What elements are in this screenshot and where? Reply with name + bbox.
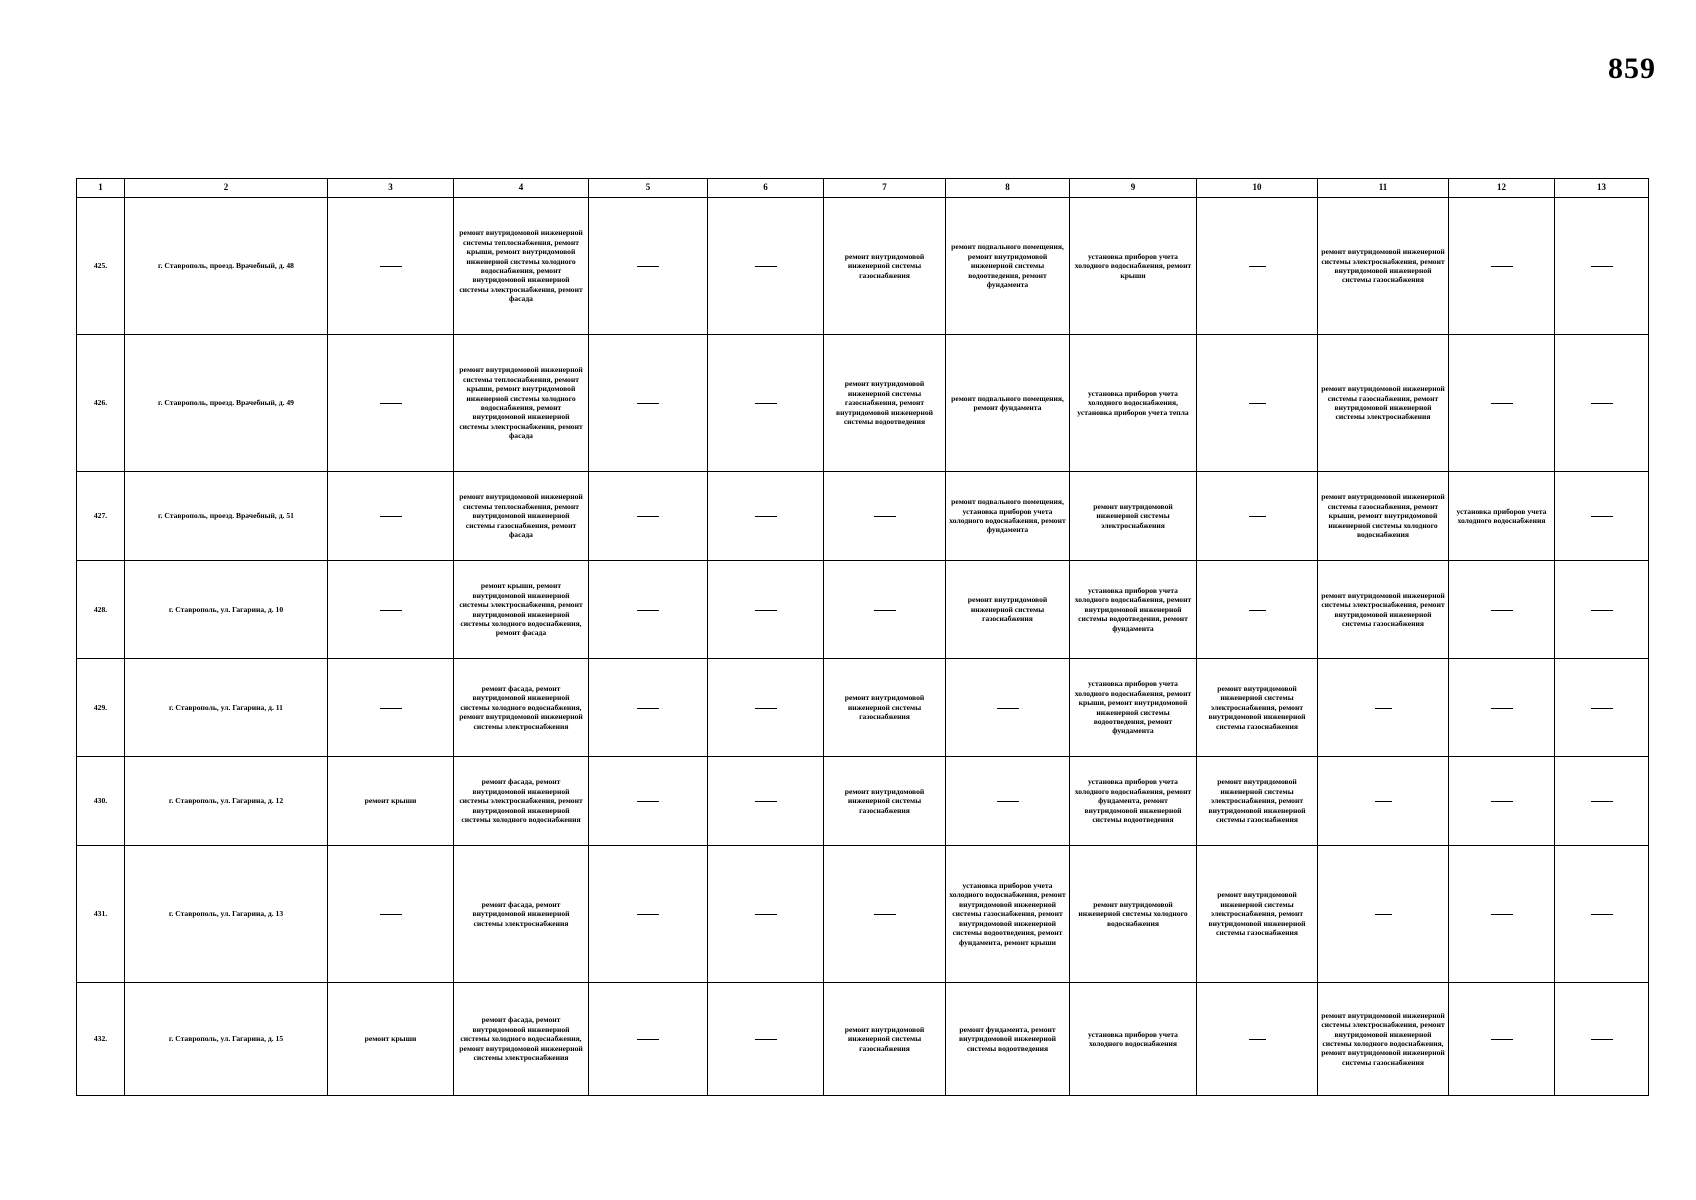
dash-mark bbox=[1491, 801, 1513, 802]
dash-mark bbox=[1249, 610, 1266, 611]
empty-dash-cell bbox=[708, 983, 824, 1096]
table-row bbox=[77, 659, 1649, 757]
empty-dash-cell bbox=[1197, 198, 1318, 335]
work-type-cell: ремонт внутридомовой инженерной системы электроснабжения bbox=[1070, 472, 1197, 561]
work-type-cell: ремонт фасада, ремонт внутридомовой инженерной системы электроснабжения, ремонт внутридомовой инженерной системы холодного водоснабжения bbox=[454, 757, 589, 846]
dash-mark bbox=[380, 403, 402, 404]
empty-dash-cell bbox=[589, 198, 708, 335]
dash-mark bbox=[1491, 266, 1513, 267]
dash-mark bbox=[637, 708, 659, 709]
address-cell: г. Ставрополь, проезд. Врачебный, д. 48 bbox=[125, 198, 328, 335]
dash-mark bbox=[637, 801, 659, 802]
empty-dash-cell bbox=[589, 659, 708, 757]
empty-dash-cell bbox=[1449, 335, 1555, 472]
dash-mark bbox=[637, 610, 659, 611]
dash-mark bbox=[380, 610, 402, 611]
column-header: 10 bbox=[1197, 179, 1318, 198]
empty-dash-cell bbox=[708, 659, 824, 757]
empty-dash-cell bbox=[1449, 198, 1555, 335]
column-header: 4 bbox=[454, 179, 589, 198]
empty-dash-cell bbox=[1197, 472, 1318, 561]
empty-dash-cell bbox=[1318, 659, 1449, 757]
empty-dash-cell bbox=[1555, 846, 1649, 983]
work-type-cell: ремонт фасада, ремонт внутридомовой инженерной системы электроснабжения bbox=[454, 846, 589, 983]
dash-mark bbox=[755, 1039, 777, 1040]
dash-mark bbox=[1591, 801, 1613, 802]
work-type-cell: установка приборов учета холодного водоснабжения, ремонт внутридомовой инженерной системы газоснабжения, ремонт внутридомовой инженерной системы водоотведения, ремонт фундамента, ремонт крыши bbox=[946, 846, 1070, 983]
dash-mark bbox=[755, 610, 777, 611]
empty-dash-cell bbox=[589, 472, 708, 561]
empty-dash-cell bbox=[589, 757, 708, 846]
table-row bbox=[77, 335, 1649, 472]
work-type-cell: ремонт внутридомовой инженерной системы электроснабжения, ремонт внутридомовой инженерной системы холодного водоснабжения, ремонт внутридомовой инженерной системы газоснабжения bbox=[1318, 983, 1449, 1096]
dash-mark bbox=[637, 1039, 659, 1040]
dash-mark bbox=[1375, 914, 1392, 915]
dash-mark bbox=[997, 708, 1019, 709]
work-type-cell: установка приборов учета холодного водоснабжения, ремонт фундамента, ремонт внутридомовой инженерной системы водоотведения bbox=[1070, 757, 1197, 846]
dash-mark bbox=[1249, 516, 1266, 517]
table-row bbox=[77, 198, 1649, 335]
dash-mark bbox=[1591, 708, 1613, 709]
dash-mark bbox=[1591, 914, 1613, 915]
empty-dash-cell bbox=[1555, 472, 1649, 561]
dash-mark bbox=[1491, 914, 1513, 915]
empty-dash-cell bbox=[708, 472, 824, 561]
empty-dash-cell bbox=[328, 846, 454, 983]
dash-mark bbox=[380, 708, 402, 709]
dash-mark bbox=[380, 914, 402, 915]
address-cell: г. Ставрополь, ул. Гагарина, д. 13 bbox=[125, 846, 328, 983]
column-number-header-row bbox=[77, 179, 1649, 198]
work-type-cell: ремонт внутридомовой инженерной системы теплоснабжения, ремонт внутридомовой инженерной системы газоснабжения, ремонт фасада bbox=[454, 472, 589, 561]
work-type-cell: установка приборов учета холодного водоснабжения bbox=[1449, 472, 1555, 561]
dash-mark bbox=[755, 403, 777, 404]
empty-dash-cell bbox=[1555, 335, 1649, 472]
work-type-cell: ремонт внутридомовой инженерной системы газоснабжения, ремонт внутридомовой инженерной системы водоотведения bbox=[824, 335, 946, 472]
dash-mark bbox=[1491, 610, 1513, 611]
empty-dash-cell bbox=[946, 757, 1070, 846]
column-header: 9 bbox=[1070, 179, 1197, 198]
empty-dash-cell bbox=[708, 335, 824, 472]
empty-dash-cell bbox=[1197, 983, 1318, 1096]
table-row bbox=[77, 757, 1649, 846]
column-header: 6 bbox=[708, 179, 824, 198]
work-type-cell: установка приборов учета холодного водоснабжения, установка приборов учета тепла bbox=[1070, 335, 1197, 472]
work-type-cell: установка приборов учета холодного водоснабжения, ремонт крыши, ремонт внутридомовой инженерной системы водоотведения, ремонт фундамента bbox=[1070, 659, 1197, 757]
work-type-cell: ремонт внутридомовой инженерной системы электроснабжения, ремонт внутридомовой инженерной системы газоснабжения bbox=[1318, 561, 1449, 659]
work-type-cell: ремонт внутридомовой инженерной системы газоснабжения, ремонт крыши, ремонт внутридомовой инженерной системы холодного водоснабжения bbox=[1318, 472, 1449, 561]
table-row bbox=[77, 561, 1649, 659]
row-number-cell: 425. bbox=[77, 198, 125, 335]
empty-dash-cell bbox=[708, 757, 824, 846]
dash-mark bbox=[1375, 801, 1392, 802]
row-number-cell: 426. bbox=[77, 335, 125, 472]
dash-mark bbox=[755, 266, 777, 267]
work-type-cell: ремонт крыши, ремонт внутридомовой инженерной системы электроснабжения, ремонт внутридомовой инженерной системы холодного водоснабжения, ремонт фасада bbox=[454, 561, 589, 659]
work-type-cell: ремонт крыши bbox=[328, 757, 454, 846]
empty-dash-cell bbox=[708, 198, 824, 335]
address-cell: г. Ставрополь, ул. Гагарина, д. 12 bbox=[125, 757, 328, 846]
address-cell: г. Ставрополь, ул. Гагарина, д. 15 bbox=[125, 983, 328, 1096]
empty-dash-cell bbox=[1555, 198, 1649, 335]
dash-mark bbox=[637, 266, 659, 267]
row-number-cell: 429. bbox=[77, 659, 125, 757]
work-type-cell: ремонт подвального помещения, установка приборов учета холодного водоснабжения, ремонт фундамента bbox=[946, 472, 1070, 561]
work-type-cell: ремонт подвального помещения, ремонт внутридомовой инженерной системы водоотведения, ремонт фундамента bbox=[946, 198, 1070, 335]
empty-dash-cell bbox=[708, 846, 824, 983]
column-header: 12 bbox=[1449, 179, 1555, 198]
empty-dash-cell bbox=[589, 983, 708, 1096]
column-header: 1 bbox=[77, 179, 125, 198]
dash-mark bbox=[1591, 266, 1613, 267]
column-header: 5 bbox=[589, 179, 708, 198]
empty-dash-cell bbox=[824, 846, 946, 983]
dash-mark bbox=[874, 516, 896, 517]
dash-mark bbox=[380, 266, 402, 267]
empty-dash-cell bbox=[328, 472, 454, 561]
dash-mark bbox=[874, 914, 896, 915]
dash-mark bbox=[1249, 266, 1266, 267]
empty-dash-cell bbox=[589, 561, 708, 659]
dash-mark bbox=[1591, 1039, 1613, 1040]
work-type-cell: ремонт внутридомовой инженерной системы газоснабжения bbox=[824, 198, 946, 335]
table-row bbox=[77, 846, 1649, 983]
dash-mark bbox=[637, 403, 659, 404]
row-number-cell: 432. bbox=[77, 983, 125, 1096]
row-number-cell: 428. bbox=[77, 561, 125, 659]
work-type-cell: ремонт внутридомовой инженерной системы электроснабжения, ремонт внутридомовой инженерной системы газоснабжения bbox=[1197, 757, 1318, 846]
empty-dash-cell bbox=[328, 335, 454, 472]
work-type-cell: установка приборов учета холодного водоснабжения, ремонт крыши bbox=[1070, 198, 1197, 335]
column-header: 11 bbox=[1318, 179, 1449, 198]
empty-dash-cell bbox=[824, 472, 946, 561]
work-type-cell: ремонт крыши bbox=[328, 983, 454, 1096]
dash-mark bbox=[1591, 403, 1613, 404]
address-cell: г. Ставрополь, ул. Гагарина, д. 10 bbox=[125, 561, 328, 659]
dash-mark bbox=[997, 801, 1019, 802]
dash-mark bbox=[1249, 403, 1266, 404]
work-type-cell: ремонт фасада, ремонт внутридомовой инженерной системы холодного водоснабжения, ремонт внутридомовой инженерной системы электроснабжения bbox=[454, 983, 589, 1096]
work-type-cell: ремонт внутридомовой инженерной системы газоснабжения bbox=[824, 659, 946, 757]
column-header: 13 bbox=[1555, 179, 1649, 198]
dash-mark bbox=[637, 914, 659, 915]
empty-dash-cell bbox=[1555, 659, 1649, 757]
empty-dash-cell bbox=[1318, 757, 1449, 846]
dash-mark bbox=[1591, 516, 1613, 517]
empty-dash-cell bbox=[328, 198, 454, 335]
column-header: 7 bbox=[824, 179, 946, 198]
dash-mark bbox=[1375, 708, 1392, 709]
empty-dash-cell bbox=[1449, 659, 1555, 757]
work-type-cell: ремонт внутридомовой инженерной системы теплоснабжения, ремонт крыши, ремонт внутридомовой инженерной системы холодного водоснабжения, ремонт внутридомовой инженерной системы электроснабжения, ремонт фасада bbox=[454, 198, 589, 335]
empty-dash-cell bbox=[1449, 561, 1555, 659]
empty-dash-cell bbox=[328, 561, 454, 659]
dash-mark bbox=[1591, 610, 1613, 611]
page-number: 859 bbox=[1608, 52, 1656, 85]
work-type-cell: установка приборов учета холодного водоснабжения, ремонт внутридомовой инженерной системы водоотведения, ремонт фундамента bbox=[1070, 561, 1197, 659]
row-number-cell: 431. bbox=[77, 846, 125, 983]
work-type-cell: ремонт внутридомовой инженерной системы газоснабжения bbox=[824, 757, 946, 846]
empty-dash-cell bbox=[1449, 757, 1555, 846]
address-cell: г. Ставрополь, проезд. Врачебный, д. 49 bbox=[125, 335, 328, 472]
empty-dash-cell bbox=[328, 659, 454, 757]
empty-dash-cell bbox=[1318, 846, 1449, 983]
address-cell: г. Ставрополь, ул. Гагарина, д. 11 bbox=[125, 659, 328, 757]
empty-dash-cell bbox=[824, 561, 946, 659]
dash-mark bbox=[1491, 1039, 1513, 1040]
row-number-cell: 427. bbox=[77, 472, 125, 561]
dash-mark bbox=[755, 914, 777, 915]
empty-dash-cell bbox=[1555, 983, 1649, 1096]
empty-dash-cell bbox=[1449, 846, 1555, 983]
empty-dash-cell bbox=[708, 561, 824, 659]
work-type-cell: ремонт внутридомовой инженерной системы холодного водоснабжения bbox=[1070, 846, 1197, 983]
empty-dash-cell bbox=[1449, 983, 1555, 1096]
work-type-cell: ремонт внутридомовой инженерной системы теплоснабжения, ремонт крыши, ремонт внутридомовой инженерной системы холодного водоснабжения, ремонт внутридомовой инженерной системы электроснабжения, ремонт фасада bbox=[454, 335, 589, 472]
dash-mark bbox=[874, 610, 896, 611]
empty-dash-cell bbox=[589, 846, 708, 983]
work-type-cell: ремонт подвального помещения, ремонт фундамента bbox=[946, 335, 1070, 472]
work-type-cell: ремонт фундамента, ремонт внутридомовой инженерной системы водоотведения bbox=[946, 983, 1070, 1096]
dash-mark bbox=[1491, 403, 1513, 404]
dash-mark bbox=[1491, 708, 1513, 709]
work-type-cell: установка приборов учета холодного водоснабжения bbox=[1070, 983, 1197, 1096]
column-header: 3 bbox=[328, 179, 454, 198]
empty-dash-cell bbox=[946, 659, 1070, 757]
dash-mark bbox=[637, 516, 659, 517]
empty-dash-cell bbox=[1555, 757, 1649, 846]
empty-dash-cell bbox=[1555, 561, 1649, 659]
work-type-cell: ремонт внутридомовой инженерной системы газоснабжения, ремонт внутридомовой инженерной системы электроснабжения bbox=[1318, 335, 1449, 472]
repair-schedule-table bbox=[76, 178, 1649, 1096]
work-type-cell: ремонт фасада, ремонт внутридомовой инженерной системы холодного водоснабжения, ремонт внутридомовой инженерной системы электроснабжения bbox=[454, 659, 589, 757]
dash-mark bbox=[755, 516, 777, 517]
dash-mark bbox=[1249, 1039, 1266, 1040]
address-cell: г. Ставрополь, проезд. Врачебный, д. 51 bbox=[125, 472, 328, 561]
dash-mark bbox=[755, 708, 777, 709]
dash-mark bbox=[755, 801, 777, 802]
table-row bbox=[77, 472, 1649, 561]
work-type-cell: ремонт внутридомовой инженерной системы газоснабжения bbox=[824, 983, 946, 1096]
dash-mark bbox=[380, 516, 402, 517]
empty-dash-cell bbox=[589, 335, 708, 472]
work-type-cell: ремонт внутридомовой инженерной системы электроснабжения, ремонт внутридомовой инженерной системы газоснабжения bbox=[1197, 846, 1318, 983]
row-number-cell: 430. bbox=[77, 757, 125, 846]
column-header: 8 bbox=[946, 179, 1070, 198]
table-body bbox=[77, 198, 1649, 1096]
column-header: 2 bbox=[125, 179, 328, 198]
table-row bbox=[77, 983, 1649, 1096]
empty-dash-cell bbox=[1197, 335, 1318, 472]
work-type-cell: ремонт внутридомовой инженерной системы электроснабжения, ремонт внутридомовой инженерной системы газоснабжения bbox=[1197, 659, 1318, 757]
work-type-cell: ремонт внутридомовой инженерной системы электроснабжения, ремонт внутридомовой инженерной системы газоснабжения bbox=[1318, 198, 1449, 335]
work-type-cell: ремонт внутридомовой инженерной системы газоснабжения bbox=[946, 561, 1070, 659]
empty-dash-cell bbox=[1197, 561, 1318, 659]
